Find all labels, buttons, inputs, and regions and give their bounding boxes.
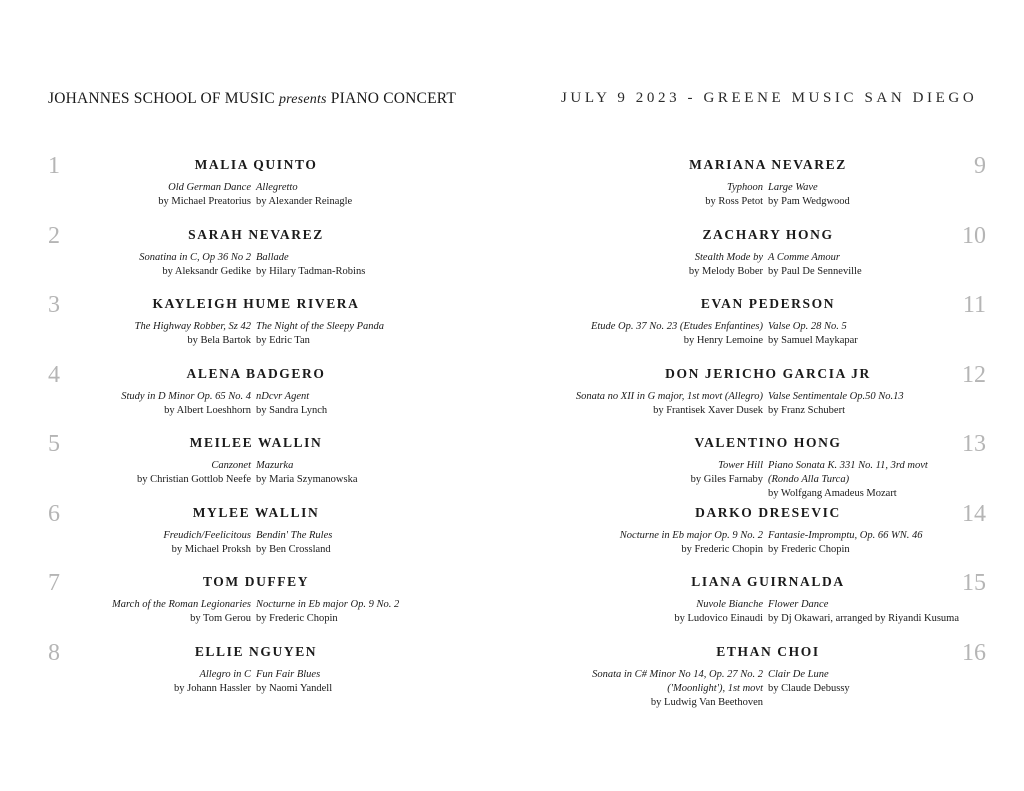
pieces-row	[112, 598, 399, 626]
performer-name: ZACHARY HONG	[702, 227, 834, 242]
performance-number: 15	[962, 570, 986, 596]
piece	[768, 251, 862, 279]
performance-number: 16	[962, 640, 986, 666]
piece	[174, 668, 256, 696]
piece	[674, 598, 768, 626]
piece-composer: by Frantisek Xaver Dusek	[653, 405, 763, 416]
piece-composer: by Paul De Senneville	[768, 266, 862, 277]
piece-title: Bendin' The Rules	[256, 530, 333, 541]
piece	[592, 668, 768, 710]
piece-composer: by Frederic Chopin	[681, 544, 763, 555]
piece	[163, 529, 256, 557]
piece-title: Tower Hill	[718, 460, 763, 471]
piece-composer: by Dj Okawari, arranged by Riyandi Kusuma	[768, 613, 959, 624]
piece-title: Nocturne in Eb major Op. 9 No. 2	[256, 599, 400, 610]
performance-number: 12	[962, 362, 986, 388]
piece-composer: by Tom Gerou	[190, 613, 251, 624]
performance-number: 11	[962, 292, 986, 318]
pieces-row	[163, 529, 332, 557]
piece-title: The Night of the Sleepy Panda	[256, 321, 385, 332]
piece	[256, 320, 384, 348]
date-venue-header: JULY 9 2023 - GREENE MUSIC SAN DIEGO	[561, 90, 978, 106]
school-name: JOHANNES SCHOOL OF MUSIC	[48, 90, 275, 107]
performer-name: ALENA BADGERO	[186, 366, 326, 381]
piece	[768, 598, 959, 626]
piece-title: Ballade	[256, 252, 289, 263]
performance-number: 1	[48, 153, 60, 179]
piece-composer: by Ludovico Einaudi	[674, 613, 763, 624]
pieces-row	[705, 181, 850, 209]
performer-name: LIANA GUIRNALDA	[691, 574, 845, 589]
piece	[121, 390, 256, 418]
piece-title: Sonata in C# Minor No 14, Op. 27 No. 2	[592, 669, 763, 680]
performance-number: 3	[48, 292, 60, 318]
performer-name: MEILEE WALLIN	[189, 435, 323, 450]
piece-title: Large Wave	[768, 182, 818, 193]
piece	[256, 668, 332, 696]
pieces-row	[691, 459, 928, 501]
piece-title: Fantasie-Impromptu, Op. 66 WN. 46	[768, 530, 923, 541]
piece-composer: by Samuel Maykapar	[768, 335, 858, 346]
performance-number: 14	[962, 501, 986, 527]
piece-title: nDcvr Agent	[256, 391, 310, 402]
piece	[256, 390, 327, 418]
piece-title: The Highway Robber, Sz 42	[134, 321, 251, 332]
piece-title: Nuvole Bianche	[696, 599, 763, 610]
piece-title: Clair De Lune	[768, 669, 829, 680]
piece	[768, 529, 922, 557]
piece-title: Flower Dance	[768, 599, 829, 610]
piece-composer: by Johann Hassler	[174, 683, 251, 694]
piece-title: Fun Fair Blues	[256, 669, 321, 680]
piece-title: March of the Roman Legionaries	[111, 599, 251, 610]
piece	[158, 181, 256, 209]
piece-composer: by Bela Bartok	[187, 335, 251, 346]
piece	[768, 390, 904, 418]
performer-name: ELLIE NGUYEN	[194, 644, 318, 659]
piece-composer: by Maria Szymanowska	[256, 474, 358, 485]
pieces-row	[674, 598, 959, 626]
piece-composer: by Henry Lemoine	[683, 335, 763, 346]
piece-title: Study in D Minor Op. 65 No. 4	[121, 391, 251, 402]
piece-title: Etude Op. 37 No. 23 (Etudes Enfantines)	[590, 321, 763, 332]
performer-name: TOM DUFFEY	[202, 574, 310, 589]
performance-number: 2	[48, 223, 60, 249]
piece-composer: by Michael Proksh	[171, 544, 251, 555]
pieces-row	[592, 668, 850, 710]
piece-composer: by Aleksandr Gedike	[162, 266, 251, 277]
program-column-right	[512, 0, 1024, 791]
pieces-row	[689, 251, 862, 279]
piece	[768, 459, 928, 501]
pieces-row	[591, 320, 858, 348]
piece	[576, 390, 768, 418]
piece-title: Canzonet	[211, 460, 251, 471]
piece	[139, 251, 256, 279]
pieces-row	[158, 181, 352, 209]
concert-name: PIANO CONCERT	[330, 90, 457, 107]
pieces-row	[135, 320, 384, 348]
piece	[256, 181, 352, 209]
pieces-row	[620, 529, 923, 557]
piece-title: Nocturne in Eb major Op. 9 No. 2	[619, 530, 763, 541]
piece-title: Typhoon	[727, 182, 763, 193]
piece-title: Allegro in C	[199, 669, 251, 680]
piece-composer: by Wolfgang Amadeus Mozart	[768, 488, 897, 499]
piece	[137, 459, 256, 487]
performance-number: 7	[48, 570, 60, 596]
piece	[256, 251, 365, 279]
performance-number: 10	[962, 223, 986, 249]
piece	[705, 181, 768, 209]
piece	[689, 251, 768, 279]
piece-composer: by Michael Preatorius	[158, 196, 251, 207]
piece-composer: by Ludwig Van Beethoven	[650, 697, 763, 708]
pieces-row	[576, 390, 904, 418]
performer-name: MARIANA NEVAREZ	[689, 157, 847, 172]
piece	[256, 529, 332, 557]
performer-name: MYLEE WALLIN	[192, 505, 320, 520]
piece	[691, 459, 768, 501]
piece-composer: by Albert Loeshhorn	[164, 405, 251, 416]
performer-name: ETHAN CHOI	[716, 644, 820, 659]
piece	[256, 459, 357, 487]
piece	[256, 598, 399, 626]
piece-title: A Comme Amour	[768, 252, 840, 263]
piece-composer: by Edric Tan	[256, 335, 310, 346]
piece-composer: by Frederic Chopin	[768, 544, 850, 555]
piece	[591, 320, 768, 348]
piece-composer: by Franz Schubert	[768, 405, 845, 416]
piece	[135, 320, 256, 348]
piece	[768, 668, 850, 710]
pieces-row	[121, 390, 327, 418]
piece	[112, 598, 256, 626]
performer-name: DON JERICHO GARCIA JR	[665, 366, 871, 381]
piece-composer: by Melody Bober	[688, 266, 763, 277]
piece-composer: by Alexander Reinagle	[256, 196, 353, 207]
performance-number: 9	[974, 153, 986, 179]
pieces-row	[174, 668, 332, 696]
piece-composer: by Christian Gottlob Neefe	[136, 474, 251, 485]
piece-composer: by Claude Debussy	[768, 683, 850, 694]
piece-title: Old German Dance	[168, 182, 251, 193]
piece-title: Sonatina in C, Op 36 No 2	[139, 252, 251, 263]
performer-name: VALENTINO HONG	[694, 435, 842, 450]
piece-composer: by Frederic Chopin	[256, 613, 338, 624]
piece-composer: by Ben Crossland	[256, 544, 331, 555]
piece-title: Mazurka	[256, 460, 294, 471]
piece-composer: by Sandra Lynch	[256, 405, 328, 416]
performance-number: 5	[48, 431, 60, 457]
performer-name: EVAN PEDERSON	[700, 296, 836, 311]
performance-number: 6	[48, 501, 60, 527]
piece-title-continued: (Rondo Alla Turca)	[768, 474, 850, 485]
piece-title: Valse Sentimentale Op.50 No.13	[768, 391, 904, 402]
piece-composer: by Giles Farnaby	[690, 474, 763, 485]
piece-composer: by Pam Wedgwood	[768, 196, 850, 207]
piece-title: Valse Op. 28 No. 5	[768, 321, 847, 332]
performance-number: 4	[48, 362, 60, 388]
piece	[768, 181, 850, 209]
piece	[768, 320, 858, 348]
piece-composer: by Ross Petot	[705, 196, 763, 207]
piece-title: Sonata no XII in G major, 1st movt (Allegro)	[575, 391, 763, 402]
piece-title: Freudich/Feelicitous	[163, 530, 251, 541]
performance-number: 13	[962, 431, 986, 457]
piece	[620, 529, 768, 557]
performance-number: 8	[48, 640, 60, 666]
piece-composer: by Hilary Tadman-Robins	[256, 266, 366, 277]
performer-name: MALIA QUINTO	[194, 157, 318, 172]
performer-name: KAYLEIGH HUME RIVERA	[152, 296, 360, 311]
performer-name: SARAH NEVAREZ	[188, 227, 324, 242]
performer-name: DARKO DRESEVIC	[695, 505, 841, 520]
piece-title-continued: ('Moonlight'), 1st movt	[667, 683, 763, 694]
piece-composer: by Naomi Yandell	[256, 683, 333, 694]
presents-text: presents	[278, 92, 327, 107]
pieces-row	[137, 459, 358, 487]
piece-title: Stealth Mode by	[694, 252, 763, 263]
piece-title: Piano Sonata K. 331 No. 11, 3rd movt	[768, 460, 928, 471]
pieces-row	[139, 251, 365, 279]
piece-title: Allegretto	[256, 182, 298, 193]
